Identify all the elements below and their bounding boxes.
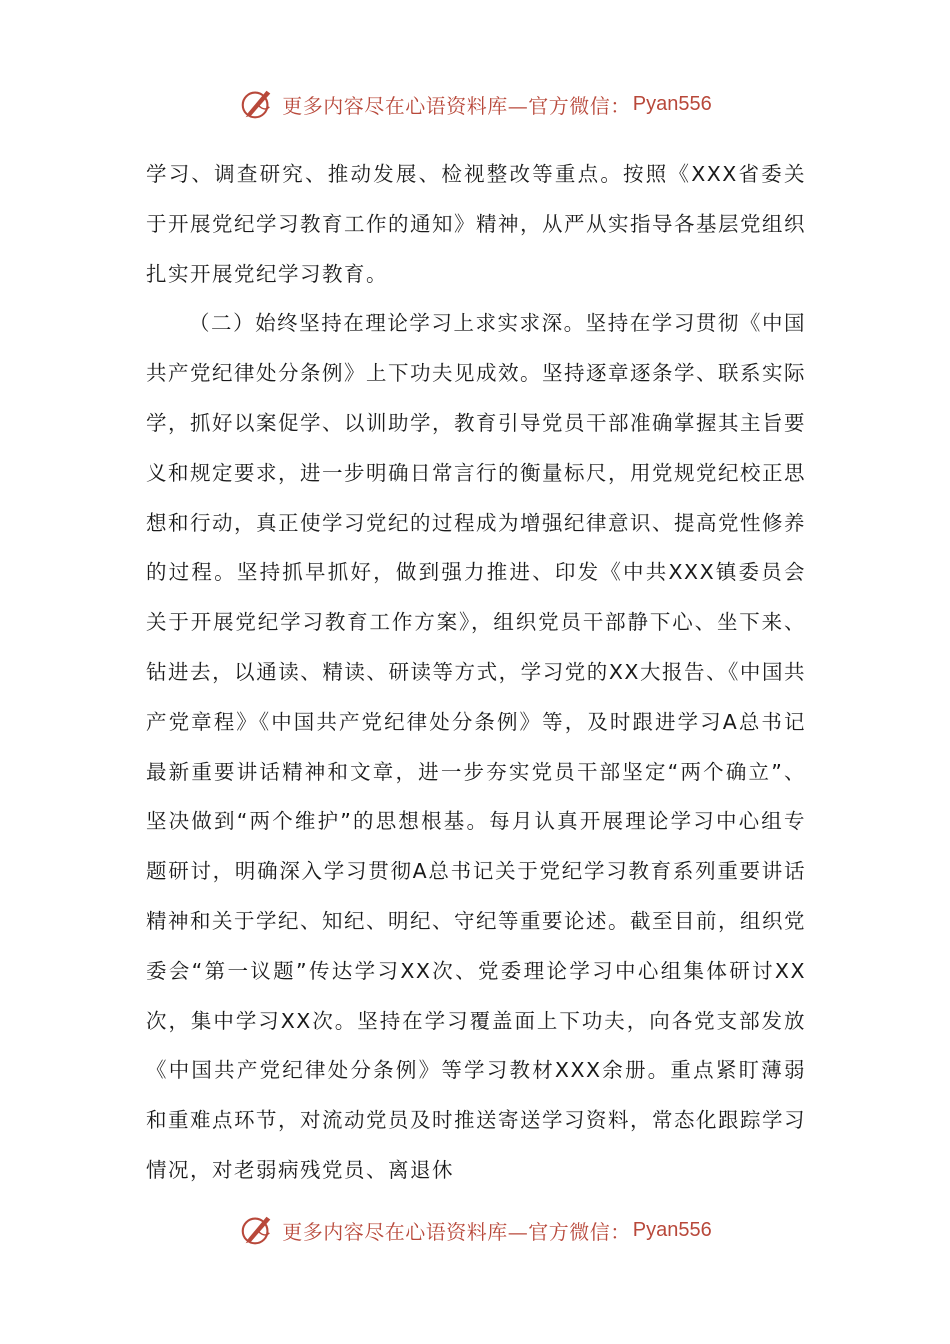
- document-body: [146, 150, 806, 1196]
- watermark-wechat-id: Pyan556: [632, 92, 712, 115]
- paragraph: 学习、调查研究、推动发展、检视整改等重点。按照《XXX省委关于开展党纪学习教育工作的通知》精神，从严从实指导各基层党组织扎实开展党纪学习教育。: [146, 162, 806, 286]
- footer-watermark: [0, 1208, 950, 1252]
- quill-logo-icon: [238, 85, 276, 123]
- watermark-text: 更多内容尽在心语资料库—官方微信：: [282, 93, 631, 118]
- paragraph: （二）始终坚持在理论学习上求实求深。坚持在学习贯彻《中国共产党纪律处分条例》上下功夫见成效。坚持逐章逐条学、联系实际学，抓好以案促学、以训助学，教育引导党员干部准确掌握其主旨要义和规定要求，进一步明确日常言行的衡量标尺，用党规党纪校正思想和行动，真正使学习党纪的过程成为增强纪律意识、提高党性修养的过程。坚持抓早抓好，做到强力推进、印发《中共XXX镇委员会关于开展党纪学习教育工作方案》，组织党员干部静下心、坐下来、钻进去，以通读、精读、研读等方式，学习党的XX大报告、《中国共产党章程》《中国共产党纪律处分条例》等，及时跟进学习A总书记最新重要讲话精神和文章，进一步夯实党员干部坚定“两个确立”、坚决做到“两个维护”的思想根基。每月认真开展理论学习中心组专题研讨，明确深入学习贯彻A总书记关于党纪学习教育系列重要讲话精神和关于学纪、知纪、明纪、守纪等重要论述。截至目前，组织党委会“第一议题”传达学习XX次、党委理论学习中心组集体研讨XX次，集中学习XX次。坚持在学习覆盖面上下功夫，向各党支部发放《中国共产党纪律处分条例》等学习教材XXX余册。重点紧盯薄弱和重难点环节，对流动党员及时推送寄送学习资料，常态化跟踪学习情况，对老弱病残党员、离退休: [146, 311, 806, 1182]
- header-watermark: [0, 82, 950, 126]
- quill-logo-icon: [238, 1211, 276, 1249]
- watermark-text: 更多内容尽在心语资料库—官方微信：: [282, 1219, 631, 1244]
- watermark-wechat-id: Pyan556: [632, 1218, 712, 1241]
